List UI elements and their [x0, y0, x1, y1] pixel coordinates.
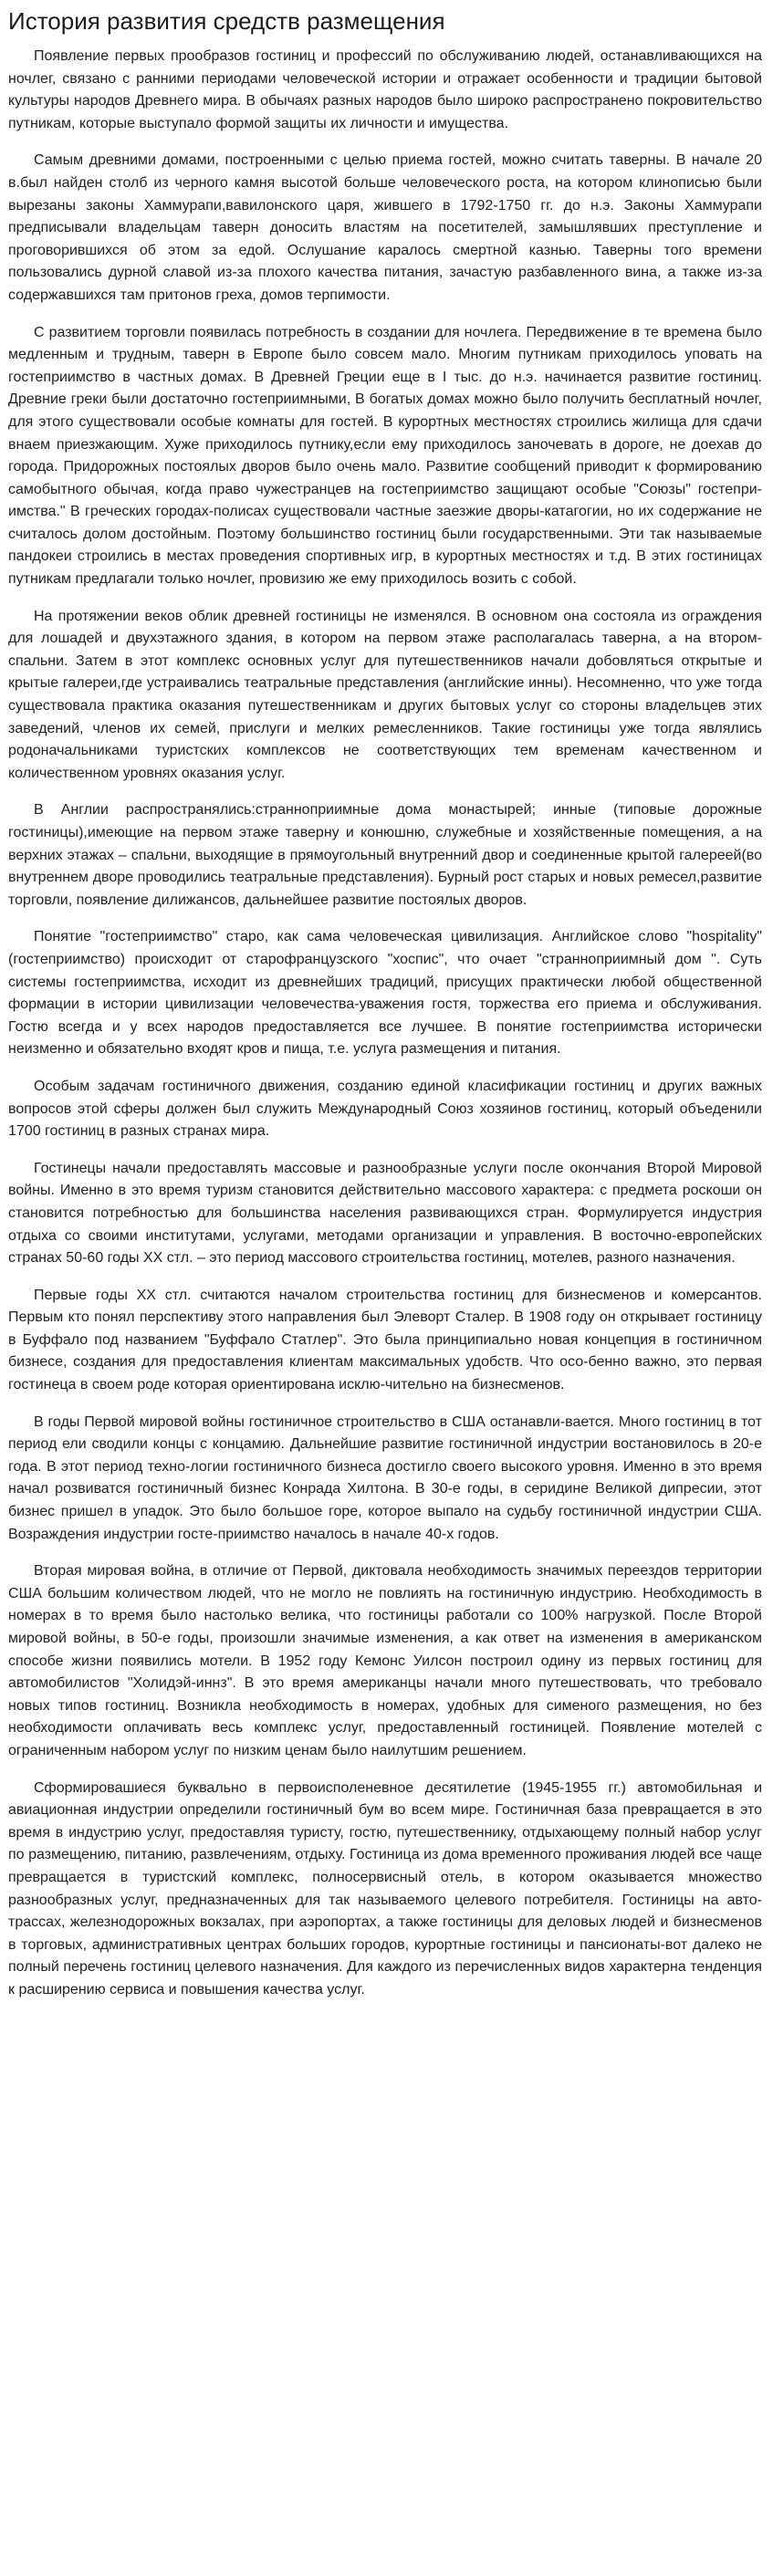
paragraph-9: Первые годы XX стл. считаются началом строительства гостиниц для бизнесменов и комерсантов. Первым кто понял перспективу этого направления был Элеворт Сталер. В 1908 году он открывает гостиницу в Буффало под названием "Буффало Статлер". Это была принципиально новая концепция в гостиничном бизнесе, создания для предоставления клиентам максимальных удобств. Что осо-бенно важно, это первая гостинеца в своем роде которая ориентирована исклю-чительно на бизнесменов.	[8, 1287, 762, 1393]
paragraph-1: Появление первых прообразов гостиниц и профессий по обслуживанию людей, останавливающихся на ночлег, связано с ранними периодами человеческой истории и отражает особенности и традиции бытовой культуры народов Древнего мира. В обычаях разных народов было широко распространено покровительство путникам, которые выступало формой защиты их личности и имущества.	[8, 48, 762, 131]
document-body	[8, 46, 762, 2002]
paragraph-7: Особым задачам гостиничного движения, созданию единой класификации гостиниц и других важных вопросов этой сферы должен был служить Международный Союз хозяинов гостиниц, который объеденили 1700 гостиниц в разных странах мира.	[8, 1078, 762, 1140]
paragraph-5: В Англии распространялись:странноприимные дома монастырей; инные (типовые дорожные гостиницы),имеющие на первом этаже таверну и конюшню, служебные и хозяйственные помещения, а на верхних этажах – спальни, выходящие в прямоугольный внутренний двор и соединенные крытой галереей(во внутреннем дворе проводились театральные представления). Бурный рост старых и новых ремесел,развитие торговли, появление дилижансов, дальнейшее развитие постоялых дворов.	[8, 802, 762, 908]
paragraph-3: С развитием торговли появилась потребность в создании для ночлега. Передвижение в те времена было медленным и трудным, таверн в Европе было совсем мало. Многим путникам приходилось уповать на гостеприимство в частных домах. В Древней Греции еще в I тыс. до н.э. начинается развитие гостиниц. Древние греки были достаточно гостеприимными, В богатых домах можно было получить бесплатный ночлег, для этого существовали особые комнаты для гостей. В курортных местностях строились жилища для сдачи внаем приезжающим. Хуже приходилось путнику,если ему приходилось заночевать в дороге, не доехав до города. Придорожных постоялых дворов было очень мало. Развитие сообщений приводит к формированию самобытного обычая, когда право чужестранцев на гостеприимство защищают особые "Союзы" гостепри- имства." В греческих городах-полисах существовали частные заезжие дворы-катагогии, но их содержание не считалось долом достойным. Поэтому большинство гостиниц были государственными. Эти так называемые пандокеи строились в местах проведения спортивных игр, в курортных местностях и т.д. В этих гостиницах путникам предлагали только ночлег, провизию же ему приходилось возить с собой.	[8, 324, 762, 588]
paragraph-11: Вторая мировая война, в отличие от Первой, диктовала необходимость значимых переездов территории США большим количеством людей, что не могло не повлиять на гостиничную индустрию. Необходимость в номерах в то время было настолько велика, что гостиницы работали со 100% нагрузкой. После Второй мировой войны, в 50-е годы, произошли значимые изменения, а как ответ на изменения в американском способе жизни появились мотели. В 1952 году Кемонс Уилсон построил одину из первых гостиниц для автомобилистов "Холидэй-иннз". В это время американцы начали много путешествовать, что требовало новых типов гостиниц. Возникла необходимость в номерах, удобных для сименого размещения, но без необходимости оплачивать весь комплекс услуг, предоставленный гостиницей. Появление мотелей с ограниченным набором услуг по низким ценам было наилутшим решением.	[8, 1563, 762, 1758]
paragraph-6: Понятие "гостеприимство" старо, как сама человеческая цивилизация. Английское слово "hospitality"(гостеприимство) происходит от старофранцузского "хоспис", что очает "странноприимный дом ". Суть системы гостеприимства, исходит из древнейших традиций, присущих практически любой общественной формации в истории цивилизации человечества-уважения гостя, торжества его приема и обслуживания. Гостю всегда и у всех народов предоставляется все лучшее. В понятие гостеприимства исторически неизменно и обязательно входят кров и пища, т.е. услуга размещения и питания.	[8, 929, 762, 1058]
paragraph-2: Самым древними домами, построенными с целью приема гостей, можно считать таверны. В начале 20 в.был найден столб из черного камня высотой больше человеческого роста, на котором клинописью были вырезаны законы Хаммурапи,вавилонского царя, жившего в 1792-1750 гг. до н.э. Законы Хаммурапи предписывали владельцам таверн доносить властям на посетителей, замышлявших преступление и проговорившихся об этом за едой. Ослушание каралось смертной казнью. Таверны того времени пользовались дурной славой из-за плохого качества питания, зачастую разбавленного вина, а также из-за содержавшихся там притонов греха, домов терпимости.	[8, 152, 762, 303]
paragraph-10: В годы Первой мировой войны гостиничное строительство в США останавли-вается. Много гостиниц в тот период ели сводили концы с концамию. Дальнейшие развитие гостиничной индустрии востановилось в 20-е года. В этот период техно-логии гостиничного бизнеса достигло своего высокого уровня. Именно в это время начал розвиватся гостиничный бизнес Конрада Хилтона. В 30-е годы, в серидине Великой дипресии, этот бизнес пришел в упадок. Это было большое горе, которое выпало на судьбу гостиничной индустрии США. Возраждения индустрии госте-приимство началось в начале 40-х годов.	[8, 1413, 762, 1542]
paragraph-12: Сформировашиеся буквально в первоисполеневное десятилетие (1945-1955 гг.) автомобильная и авиационная индустрии определили гостиничный бум во всем мире. Гостиничная база превращается в это время в индустрию услуг, предоставляя туристу, гостю, путешественнику, отдыхающему полный набор услуг по размещению, питанию, развлечениям, отдыху. Гостиница из дома временного проживания людей все чаще превращается в туристский комплекс, полносервисный отель, в котором оказывается множество разнообразных услуг, предназначенных для так называемого целевого потребителя. Гостиницы на авто-трассах, железнодорожных вокзалах, при аэропортах, а также гостиницы для деловых людей и бизнесменов в торговых, административных центрах больших городов, курортные гостиницы и пансионаты-вот далеко не полный перечень гостиниц целевого назначения. Для каждого из перечисленных видов характерна тенденция к расширению сервиса и повышения качества услуг.	[8, 1779, 762, 1997]
paragraph-8: Гостинецы начали предоставлять массовые и разнообразные услуги после окончания Второй Мировой войны. Именно в это время туризм становится действительно массового характера: с предмета роскоши он становится потребностью для большинства населения развивающихся стран. Формулируется индустрия отдыха со своими институтами, услугами, методами организации и управления. В восточно-европейских странах 50-60 годы XX стл. – это период массового строительства гостиниц, мотелев, разного назначения.	[8, 1160, 762, 1267]
paragraph-4: На протяжении веков облик древней гостиницы не изменялся. В основном она состояла из ограждения для лошадей и двухэтажного здания, в котором на первом этаже располагалась таверна, а на втором-спальни. Затем в этот комплекс основных услуг для путешественников начали добовляться открытые и крытые галереи,где устраивались театральные представления (английские инны). Несомненно, что уже тогда существовала практика оказания путешественникам и других бытовых услуг со стороны владельцев этих заведений, членов их семей, прислуги и мелких ремесленников. Такие гостиницы уже тогда являлись родоначальниками туристских комплексов не соответствующих тем временам качественном и количественном уровнях оказания услуг.	[8, 608, 762, 781]
page-title: История развития средств размещения	[8, 7, 445, 35]
